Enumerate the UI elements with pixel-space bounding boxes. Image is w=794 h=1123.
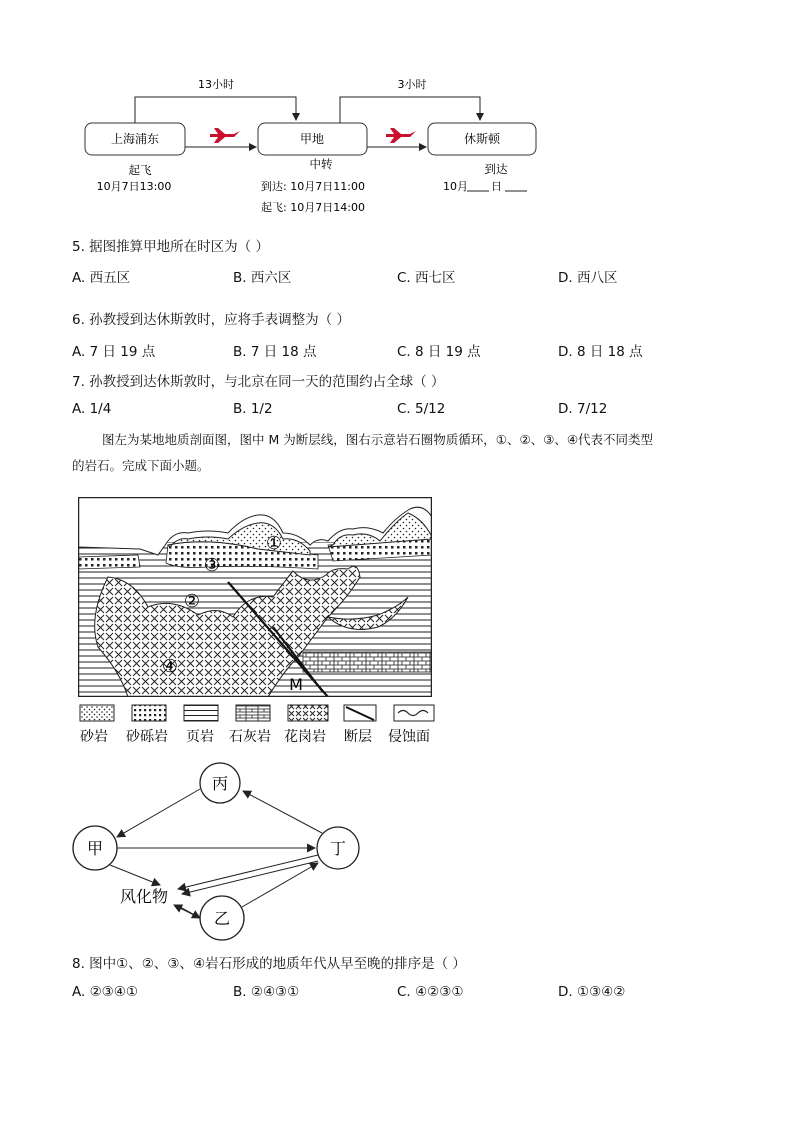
geology-legend: [78, 703, 448, 749]
legend-swatch-fault: [344, 705, 376, 721]
flight-diagram: [0, 0, 794, 225]
arrow-yi-to-weathered: [174, 905, 200, 918]
node-jiadi: 甲地: [299, 132, 325, 146]
depart-time: 10月7日13:00: [96, 180, 172, 193]
sandy-gravel-layer: [78, 555, 140, 569]
q8-option-c[interactable]: C. ④②③①: [397, 984, 464, 1000]
q6-option-d[interactable]: D. 8 日 18 点: [558, 344, 643, 360]
legend-swatch-sandstone: [80, 705, 114, 721]
arrow-bing-to-jia: [117, 789, 200, 837]
geology-cross-section: [78, 497, 432, 697]
rock-label-1: ①: [265, 533, 283, 554]
arrow-ding-to-bing: [243, 791, 322, 833]
q7-option-d[interactable]: D. 7/12: [558, 401, 608, 417]
label-weathered-material: 风化物: [120, 887, 169, 906]
question-8-stem: 8. 图中①、②、③、④岩石形成的地质年代从早至晚的排序是（ ）: [72, 956, 466, 972]
legend-swatch-sandy-gravel: [132, 705, 166, 721]
arrow-yi-to-ding: [242, 863, 318, 907]
arrive-day: 日: [491, 180, 502, 193]
q6-option-b[interactable]: B. 7 日 18 点: [233, 344, 317, 360]
limestone-layer: [303, 652, 432, 672]
passage-line-1: 图左为某地地质剖面图，图中 M 为断层线，图右示意岩石圈物质循环，①、②、③、④代表不同类型: [102, 432, 654, 447]
node-shanghai: 上海浦东: [110, 132, 160, 146]
legend-label-sandy-gravel: 砂砾岩: [126, 729, 168, 745]
arrow-ding-to-weathered-2: [182, 861, 318, 894]
legend-label-sandstone: 砂岩: [80, 729, 108, 745]
rock-label-4: ④: [161, 656, 179, 677]
legend-swatch-erosion-surface: [394, 705, 434, 721]
rock-cycle-diagram: [60, 755, 380, 945]
q8-option-d[interactable]: D. ①③④②: [558, 984, 626, 1000]
q5-option-a[interactable]: A. 西五区: [72, 270, 131, 286]
q8-option-a[interactable]: A. ②③④①: [72, 984, 138, 1000]
question-7-stem: 7. 孙教授到达休斯敦时，与北京在同一天的范围约占全球（ ）: [72, 374, 445, 390]
arrow-ding-to-weathered: [178, 855, 318, 889]
leg2-duration: 3小时: [397, 78, 427, 91]
legend-swatch-granite: [288, 705, 328, 721]
q6-option-c[interactable]: C. 8 日 19 点: [397, 344, 481, 360]
legend-label-granite: 花岗岩: [284, 729, 326, 745]
label-ding: 丁: [329, 839, 347, 858]
passage-line-2: 的岩石。完成下面小题。: [72, 458, 210, 473]
question-5-stem: 5. 据图推算甲地所在时区为（ ）: [72, 239, 269, 255]
q5-option-d[interactable]: D. 西八区: [558, 270, 618, 286]
q7-option-b[interactable]: B. 1/2: [233, 401, 273, 417]
arrive-month: 10月: [443, 180, 468, 193]
legend-label-shale: 页岩: [186, 729, 214, 745]
legend-swatch-limestone: [236, 705, 270, 721]
rock-label-3: ③: [203, 555, 221, 576]
depart-label: 起飞: [128, 163, 152, 177]
label-bing: 丙: [211, 774, 229, 793]
transfer-label: 中转: [309, 157, 333, 171]
legend-swatch-shale: [184, 705, 218, 721]
q5-option-c[interactable]: C. 西七区: [397, 270, 456, 286]
leg2-connector: [340, 97, 480, 123]
q8-option-b[interactable]: B. ②④③①: [233, 984, 300, 1000]
label-jia: 甲: [86, 839, 104, 858]
arrow-jia-to-weathered: [110, 865, 160, 885]
passage: [72, 427, 732, 479]
label-yi: 乙: [213, 909, 231, 928]
airplane-icon: [210, 128, 240, 143]
leg1-duration: 13小时: [198, 78, 234, 91]
node-houston: 休斯顿: [463, 132, 501, 146]
legend-label-fault: 断层: [344, 729, 372, 745]
legend-label-erosion-surface: 侵蚀面: [388, 729, 430, 745]
fault-label-m: M: [289, 675, 303, 694]
arrive-label: 到达: [484, 162, 508, 176]
airplane-icon: [386, 128, 416, 143]
rock-label-2: ②: [183, 591, 201, 612]
transfer-arrive: 到达: 10月7日11:00: [261, 180, 365, 193]
transfer-depart: 起飞: 10月7日14:00: [261, 201, 365, 214]
question-6-stem: 6. 孙教授到达休斯敦时，应将手表调整为（ ）: [72, 312, 350, 328]
q6-option-a[interactable]: A. 7 日 19 点: [72, 344, 156, 360]
legend-label-limestone: 石灰岩: [229, 729, 271, 745]
q7-option-c[interactable]: C. 5/12: [397, 401, 446, 417]
leg1-connector: [135, 97, 296, 123]
q5-option-b[interactable]: B. 西六区: [233, 270, 292, 286]
q7-option-a[interactable]: A. 1/4: [72, 401, 112, 417]
